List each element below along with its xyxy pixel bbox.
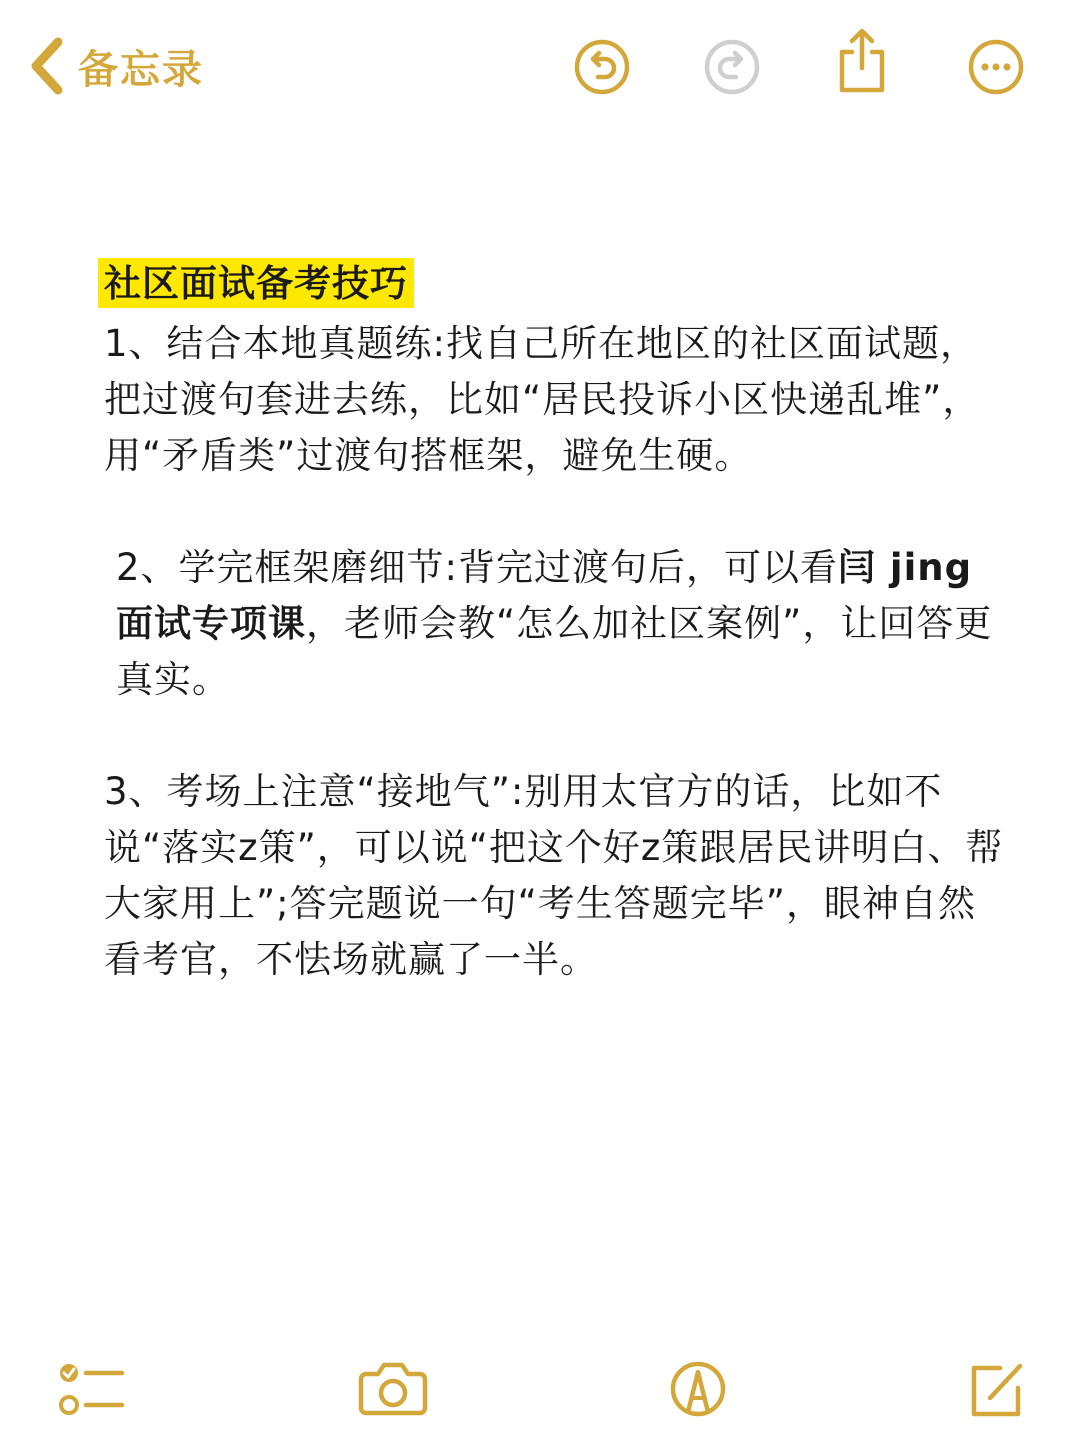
checklist-button[interactable] <box>58 1358 126 1424</box>
back-button[interactable] <box>28 34 204 98</box>
note-title: 社区面试备考技巧 <box>98 258 414 308</box>
chevron-left-icon <box>28 36 66 96</box>
markup-button[interactable] <box>668 1358 728 1422</box>
camera-icon <box>358 1358 428 1418</box>
paragraph-3: 3、考场上注意“接地气”:别用太官方的话，比如不说“落实z策”，可以说“把这个好z策跟居民讲明白、帮大家用上”;答完题说一句“考生答题完毕”，眼神自然看考官，不怯场就赢了一半。 <box>104 770 1004 981</box>
back-label: 备忘录 <box>78 46 204 93</box>
share-icon <box>832 26 892 96</box>
compose-button[interactable] <box>964 1358 1028 1422</box>
paragraph-1: 1、结合本地真题练:找自己所在地区的社区面试题，把过渡句套进去练，比如“居民投诉小区快递乱堆”，用“矛盾类”过渡句搭框架，避免生硬。 <box>104 322 981 477</box>
note-body[interactable] <box>104 256 1004 988</box>
paragraph-2-tail: ，老师会教“怎么加社区案例”，让回答更真实。 <box>116 602 993 701</box>
paragraph-2 <box>104 540 1004 708</box>
checklist-icon <box>58 1358 126 1424</box>
more-button[interactable] <box>966 37 1026 97</box>
more-icon <box>966 37 1026 97</box>
redo-button[interactable] <box>702 37 762 97</box>
paragraph-2-lead: 2、学完框架磨细节:背完过渡句后，可以看 <box>116 546 839 589</box>
paragraph-2-bold: 闫 jing 面试专项课 <box>116 546 973 645</box>
camera-button[interactable] <box>358 1358 428 1418</box>
bottom-toolbar <box>0 1350 1080 1440</box>
compose-icon <box>964 1358 1028 1422</box>
share-button[interactable] <box>832 26 892 96</box>
undo-button[interactable] <box>572 37 632 97</box>
top-navigation-bar <box>0 0 1080 130</box>
markup-icon <box>668 1358 728 1422</box>
undo-icon <box>572 37 632 97</box>
redo-icon <box>702 37 762 97</box>
